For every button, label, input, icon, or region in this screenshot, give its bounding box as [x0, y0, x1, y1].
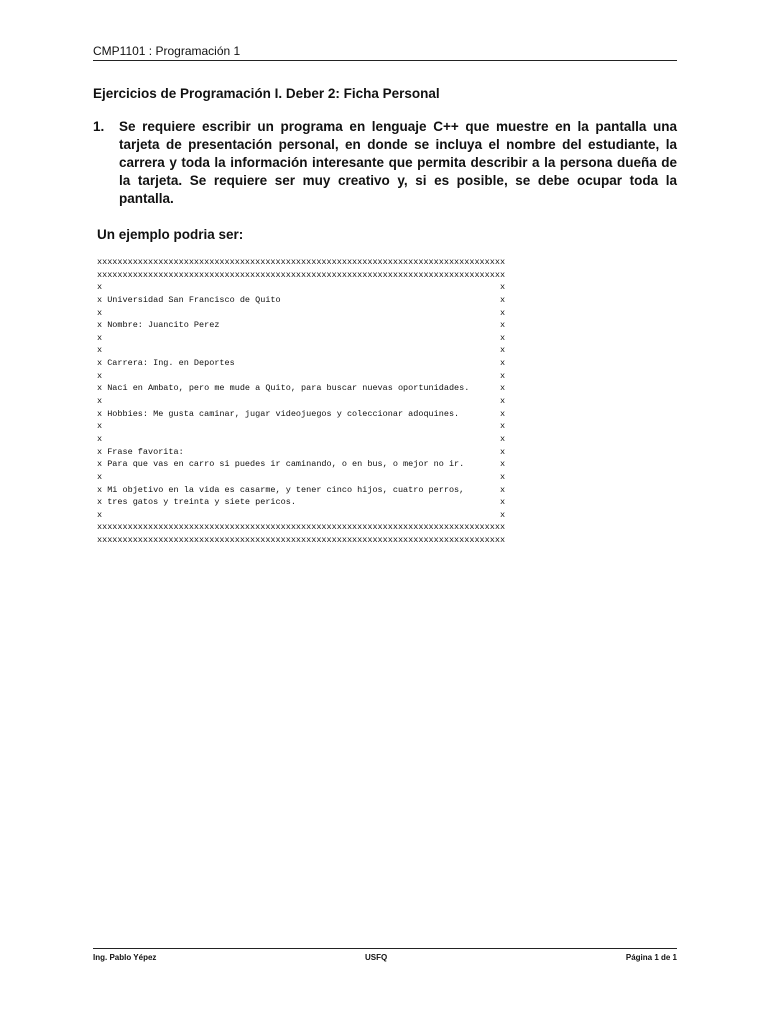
page-header: [93, 44, 677, 61]
card-line: x x: [97, 433, 506, 444]
exercise-item: [93, 118, 677, 208]
page-footer: [93, 948, 677, 962]
card-line: x Hobbies: Me gusta caminar, jugar videojuegos y coleccionar adoquines. x: [97, 408, 506, 419]
example-label: Un ejemplo podria ser:: [97, 227, 244, 242]
footer-page-number: Página 1 de 1: [625, 953, 677, 962]
card-line: x x: [97, 396, 506, 407]
card-line: x x: [97, 282, 506, 293]
card-line: x x: [97, 421, 506, 432]
card-line: x x: [97, 307, 506, 318]
course-title: CMP1101 : Programación 1: [93, 44, 241, 58]
card-line: x x: [97, 370, 506, 381]
card-line: x Para que vas en carro si puedes ir caminando, o en bus, o mejor no ir. x: [97, 459, 506, 470]
card-line: x Carrera: Ing. en Deportes x: [97, 358, 506, 369]
card-line: x Naci en Ambato, pero me mude a Quito, para buscar nuevas oportunidades. x: [97, 383, 506, 394]
card-line: xxxxxxxxxxxxxxxxxxxxxxxxxxxxxxxxxxxxxxxxxxxxxxxxxxxxxxxxxxxxxxxxxxxxxxxxxxxxxxxx: [97, 522, 506, 533]
card-line: x x: [97, 471, 506, 482]
card-line: x Universidad San Francisco de Quito x: [97, 294, 506, 305]
example-card: [97, 256, 505, 547]
footer-institution: USFQ: [365, 953, 388, 962]
card-line: xxxxxxxxxxxxxxxxxxxxxxxxxxxxxxxxxxxxxxxxxxxxxxxxxxxxxxxxxxxxxxxxxxxxxxxxxxxxxxxx: [97, 257, 506, 267]
footer-author: Ing. Pablo Yépez: [93, 953, 157, 962]
card-line: x x: [97, 509, 506, 520]
card-line: xxxxxxxxxxxxxxxxxxxxxxxxxxxxxxxxxxxxxxxxxxxxxxxxxxxxxxxxxxxxxxxxxxxxxxxxxxxxxxxx: [97, 535, 506, 546]
card-line: x Nombre: Juancito Perez x: [97, 320, 506, 331]
card-line: x tres gatos y treinta y siete pericos. x: [97, 497, 506, 508]
card-line: xxxxxxxxxxxxxxxxxxxxxxxxxxxxxxxxxxxxxxxxxxxxxxxxxxxxxxxxxxxxxxxxxxxxxxxxxxxxxxxx: [97, 269, 506, 280]
card-line: x x: [97, 345, 506, 356]
card-line: x Mi objetivo en la vida es casarme, y tener cinco hijos, cuatro perros, x: [97, 484, 506, 495]
card-line: x x: [97, 332, 506, 343]
document-title: Ejercicios de Programación I. Deber 2: Ficha Personal: [93, 86, 440, 101]
exercise-number: 1.: [93, 119, 105, 134]
card-line: x Frase favorita: x: [97, 446, 506, 457]
exercise-text: Se requiere escribir un programa en lenguaje C++ que muestre en la pantalla una tarjeta de presentación personal, en donde se incluya el nombre del estudiante, la carrera y toda la información interesante que permita describir a la persona dueña de la tarjeta. Se requiere ser muy creativo y, si es posible, se debe ocupar toda la pantalla.: [119, 119, 677, 206]
